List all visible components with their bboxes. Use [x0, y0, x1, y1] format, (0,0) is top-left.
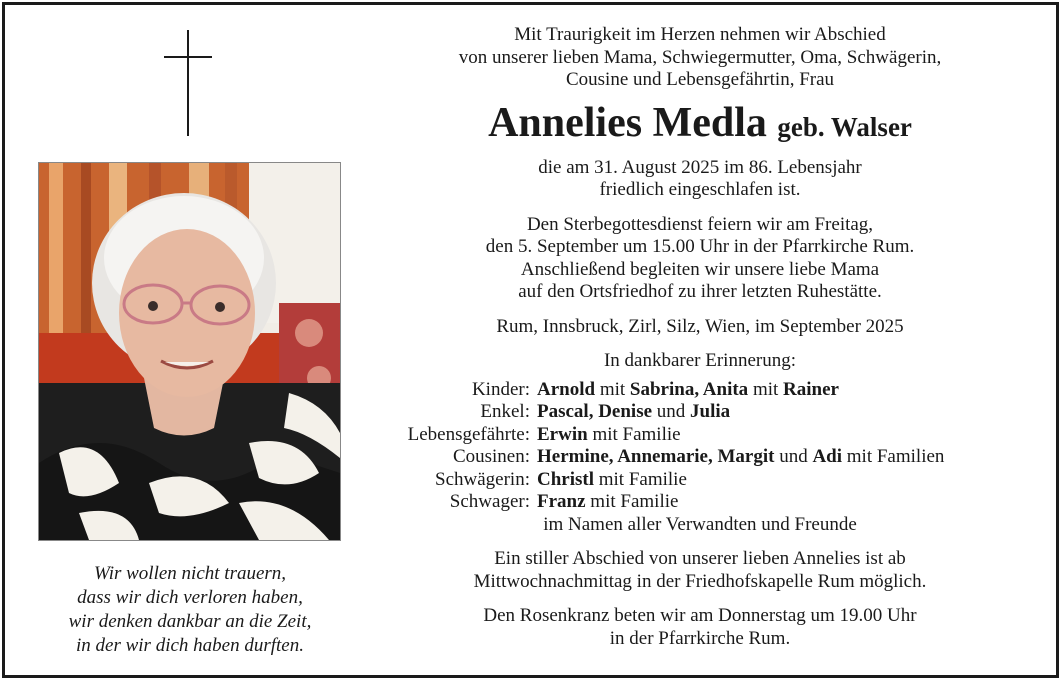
relative-connector: mit [748, 378, 784, 400]
deceased-birth-name: geb. Walser [777, 111, 912, 142]
relative-label: Kinder: [471, 378, 530, 400]
relative-connector: mit [595, 378, 630, 400]
relative-row [395, 379, 1005, 402]
intro-line: von unserer lieben Mama, Schwiegermutter, Oma, Schwägerin, [458, 46, 942, 68]
relative-name: Rainer [783, 378, 839, 400]
relative-names [537, 379, 839, 402]
relative-name: Julia [690, 401, 731, 422]
relative-names [537, 446, 944, 469]
all-relatives-line: im Namen aller Verwandten und Freunde [543, 513, 857, 535]
death-info-line: die am 31. August 2025 im 86. Lebensjahr [538, 156, 862, 178]
relative-label: Cousinen: [452, 446, 530, 467]
relative-row [395, 446, 1005, 469]
portrait-photo [38, 162, 341, 541]
service-line: auf den Ortsfriedhof zu ihrer letzten Ruhestätte. [518, 281, 882, 302]
service-line: Anschließend begleiten wir unsere liebe Mama [520, 258, 880, 280]
relative-label: Lebensgefährte: [407, 423, 530, 445]
poem-line: wir denken dankbar an die Zeit, [68, 611, 312, 632]
service-line: den 5. September um 15.00 Uhr in der Pfarrkirche Rum. [485, 236, 915, 257]
relative-name: Hermine, Annemarie, Margit [537, 446, 775, 467]
poem-line: Wir wollen nicht trauern, [93, 563, 287, 584]
relative-label: Schwager: [449, 491, 530, 512]
relative-connector: mit Familie [594, 468, 687, 490]
service-line: Den Sterbegottesdienst feiern wir am Freitag, [526, 213, 874, 235]
intro-line: Cousine und Lebensgefährtin, Frau [565, 69, 835, 90]
relative-row [395, 469, 1005, 492]
relative-name: Adi [812, 446, 843, 467]
deceased-name [395, 101, 1005, 149]
relative-connector: und [652, 401, 691, 422]
farewell-line: Ein stiller Abschied von unserer lieben Annelies ist ab [494, 548, 906, 569]
rosary-line: in der Pfarrkirche Rum. [609, 627, 791, 649]
farewell-line: Mittwochnachmittag in der Friedhofskapelle Rum möglich. [473, 570, 927, 592]
relative-connector: mit Familie [587, 423, 681, 445]
relative-connector: mit Familie [585, 491, 679, 512]
relative-names [537, 469, 687, 492]
relative-names [537, 424, 681, 447]
relative-name: Pascal, Denise [537, 401, 653, 422]
relative-row [395, 491, 1005, 514]
poem [20, 562, 360, 658]
relative-connector: und [774, 446, 813, 467]
rosary-line: Den Rosenkranz beten wir am Donnerstag um 19.00 Uhr [483, 605, 917, 626]
relative-name: Arnold [537, 378, 596, 400]
poem-line: dass wir dich verloren haben, [77, 587, 303, 608]
relative-names [537, 491, 678, 514]
relative-names [537, 401, 730, 424]
places-date: Rum, Innsbruck, Zirl, Silz, Wien, im September 2025 [496, 315, 904, 337]
cross-icon [160, 30, 216, 136]
relative-label: Enkel: [480, 401, 530, 422]
intro-line: Mit Traurigkeit im Herzen nehmen wir Abschied [514, 24, 886, 45]
relative-name: Christl [537, 468, 594, 490]
relative-name: Franz [537, 491, 586, 512]
relative-label: Schwägerin: [435, 468, 530, 490]
deceased-full-name: Annelies Medla [488, 99, 767, 146]
relative-name: Sabrina, Anita [629, 378, 749, 400]
remembrance-heading: In dankbarer Erinnerung: [603, 350, 797, 371]
poem-line: in der wir dich haben durften. [76, 635, 304, 656]
relative-row [395, 424, 1005, 447]
relatives-list [395, 379, 1005, 514]
death-info-line: friedlich eingeschlafen ist. [599, 179, 801, 200]
relative-row [395, 401, 1005, 424]
notice-text [395, 24, 1005, 650]
relative-connector: mit Familien [842, 446, 945, 467]
relative-name: Erwin [537, 423, 588, 445]
